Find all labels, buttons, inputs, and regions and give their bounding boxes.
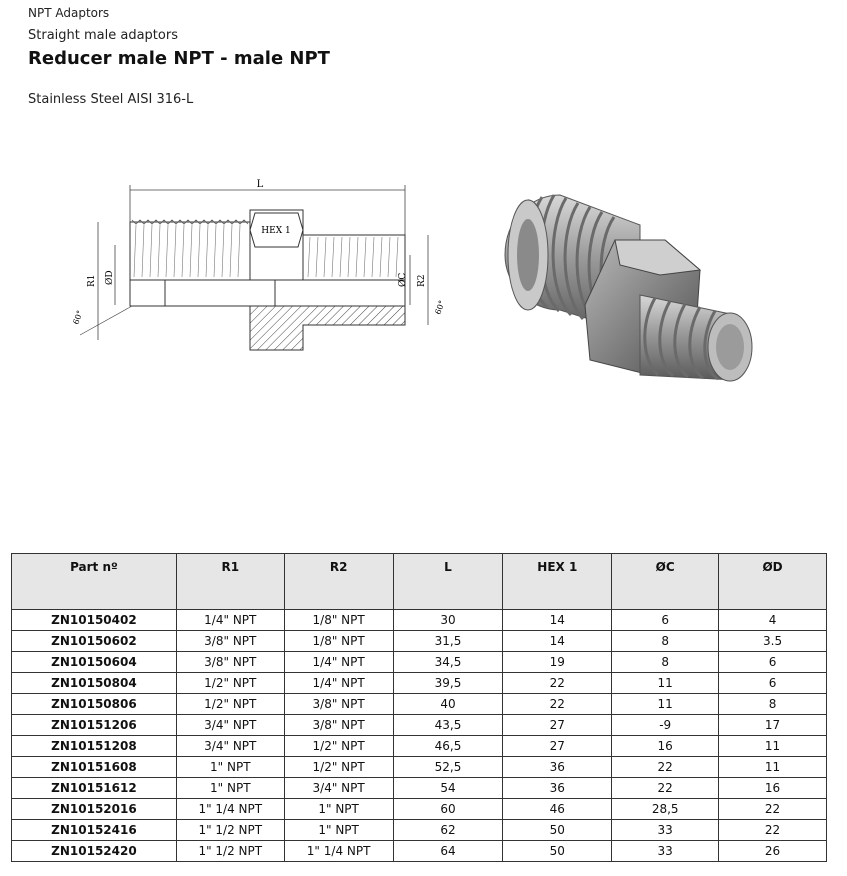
cell-r2: 1" NPT [284, 820, 393, 841]
table-row [12, 610, 827, 631]
cell-l: 30 [393, 610, 503, 631]
table-row [12, 715, 827, 736]
cell-part-no: ZN10151608 [12, 757, 177, 778]
cell-r1: 3/4" NPT [176, 736, 284, 757]
cell-r1: 1" NPT [176, 757, 284, 778]
cell-hex1: 22 [503, 694, 612, 715]
cell-d: 11 [719, 757, 827, 778]
page-subtitle: Straight male adaptors [28, 28, 178, 43]
header-c: ØC [612, 554, 719, 610]
cell-l: 43,5 [393, 715, 503, 736]
header-hex1: HEX 1 [503, 554, 612, 610]
r1-label: R1 [87, 274, 97, 287]
cell-d: 6 [719, 673, 827, 694]
cell-r2: 1/8" NPT [284, 610, 393, 631]
cell-hex1: 27 [503, 736, 612, 757]
hex-label: HEX 1 [261, 226, 291, 236]
cell-l: 34,5 [393, 652, 503, 673]
cell-c: 8 [612, 631, 719, 652]
cell-c: 22 [612, 757, 719, 778]
cell-c: 11 [612, 673, 719, 694]
cell-part-no: ZN10152420 [12, 841, 177, 862]
cell-r1: 1" NPT [176, 778, 284, 799]
table-row [12, 820, 827, 841]
cell-r1: 1" 1/2 NPT [176, 820, 284, 841]
cell-c: 28,5 [612, 799, 719, 820]
table-row [12, 631, 827, 652]
cell-r2: 1/4" NPT [284, 673, 393, 694]
cell-l: 46,5 [393, 736, 503, 757]
cell-r1: 1" 1/4 NPT [176, 799, 284, 820]
angle-left-label: 60° [71, 309, 85, 326]
cell-d: 6 [719, 652, 827, 673]
technical-drawing [60, 165, 447, 365]
cell-c: -9 [612, 715, 719, 736]
cell-r2: 3/8" NPT [284, 694, 393, 715]
cell-d: 22 [719, 820, 827, 841]
header-d: ØD [719, 554, 827, 610]
cell-hex1: 50 [503, 841, 612, 862]
cell-l: 64 [393, 841, 503, 862]
cell-part-no: ZN10150804 [12, 673, 177, 694]
cell-d: 3.5 [719, 631, 827, 652]
cell-c: 11 [612, 694, 719, 715]
cell-hex1: 14 [503, 631, 612, 652]
spec-table [11, 553, 827, 862]
cell-r2: 3/8" NPT [284, 715, 393, 736]
cell-r2: 1/2" NPT [284, 757, 393, 778]
table-body [12, 610, 827, 862]
cell-l: 62 [393, 820, 503, 841]
cell-r2: 1" 1/4 NPT [284, 841, 393, 862]
cell-l: 31,5 [393, 631, 503, 652]
cell-r1: 1/4" NPT [176, 610, 284, 631]
cell-part-no: ZN10150806 [12, 694, 177, 715]
table-row [12, 757, 827, 778]
cell-hex1: 19 [503, 652, 612, 673]
cell-r2: 1" NPT [284, 799, 393, 820]
cell-l: 52,5 [393, 757, 503, 778]
header-l: L [393, 554, 503, 610]
cell-d: 11 [719, 736, 827, 757]
cell-r1: 1/2" NPT [176, 694, 284, 715]
table-row [12, 736, 827, 757]
d-label: ØD [105, 270, 115, 285]
cell-r2: 1/4" NPT [284, 652, 393, 673]
cell-l: 54 [393, 778, 503, 799]
cell-d: 22 [719, 799, 827, 820]
cell-part-no: ZN10150402 [12, 610, 177, 631]
r2-label: R2 [417, 274, 427, 287]
cell-d: 4 [719, 610, 827, 631]
cell-d: 26 [719, 841, 827, 862]
cell-c: 22 [612, 778, 719, 799]
table-row [12, 694, 827, 715]
cell-part-no: ZN10150604 [12, 652, 177, 673]
cell-hex1: 36 [503, 778, 612, 799]
cell-r1: 3/8" NPT [176, 631, 284, 652]
cell-r1: 1/2" NPT [176, 673, 284, 694]
cell-part-no: ZN10151206 [12, 715, 177, 736]
product-image [490, 185, 770, 395]
cell-d: 8 [719, 694, 827, 715]
breadcrumb: NPT Adaptors [28, 6, 110, 20]
cell-part-no: ZN10151208 [12, 736, 177, 757]
page-title: Reducer male NPT - male NPT [28, 48, 330, 69]
cell-c: 33 [612, 820, 719, 841]
table-row [12, 799, 827, 820]
cell-part-no: ZN10152416 [12, 820, 177, 841]
table-row [12, 673, 827, 694]
cell-r2: 1/2" NPT [284, 736, 393, 757]
c-label: ØC [398, 272, 408, 287]
cell-c: 16 [612, 736, 719, 757]
cell-r2: 3/4" NPT [284, 778, 393, 799]
cell-l: 40 [393, 694, 503, 715]
cell-hex1: 50 [503, 820, 612, 841]
cell-hex1: 27 [503, 715, 612, 736]
cell-r1: 1" 1/2 NPT [176, 841, 284, 862]
cell-hex1: 14 [503, 610, 612, 631]
angle-right-label: 60° [433, 299, 447, 316]
cell-c: 8 [612, 652, 719, 673]
cell-r1: 3/8" NPT [176, 652, 284, 673]
cell-part-no: ZN10151612 [12, 778, 177, 799]
header-r1: R1 [176, 554, 284, 610]
table-header-row [12, 554, 827, 610]
cell-c: 6 [612, 610, 719, 631]
header-r2: R2 [284, 554, 393, 610]
cell-r1: 3/4" NPT [176, 715, 284, 736]
cell-hex1: 22 [503, 673, 612, 694]
table-row [12, 778, 827, 799]
material-label: Stainless Steel AISI 316-L [28, 92, 194, 107]
cell-l: 39,5 [393, 673, 503, 694]
cell-part-no: ZN10152016 [12, 799, 177, 820]
table-row [12, 652, 827, 673]
dim-l-label: L [256, 179, 264, 190]
cell-part-no: ZN10150602 [12, 631, 177, 652]
cell-r2: 1/8" NPT [284, 631, 393, 652]
header-part-no: Part nº [12, 554, 177, 610]
cell-l: 60 [393, 799, 503, 820]
cell-c: 33 [612, 841, 719, 862]
cell-d: 17 [719, 715, 827, 736]
cell-hex1: 46 [503, 799, 612, 820]
cell-hex1: 36 [503, 757, 612, 778]
cell-d: 16 [719, 778, 827, 799]
table-row [12, 841, 827, 862]
